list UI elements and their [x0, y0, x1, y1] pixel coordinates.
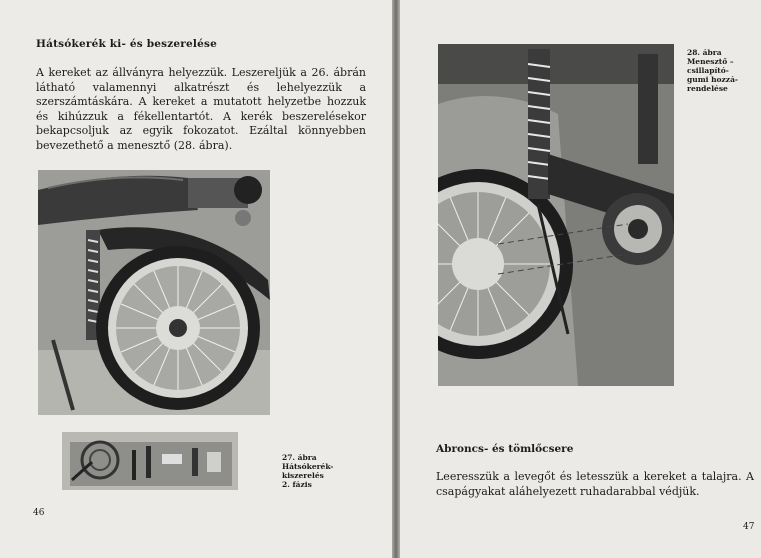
caption-line: 2. fázis [282, 480, 312, 489]
right-page [400, 0, 761, 558]
page-number: 46 [33, 508, 45, 518]
tool-bag-photo [62, 432, 238, 490]
caption-line: csillapító- [687, 66, 729, 75]
driver-damper-photo [438, 44, 674, 386]
figure-28-caption [687, 48, 738, 93]
section-heading: Hátsókerék ki- és beszerelése [36, 38, 217, 50]
tools-on-bag-photo [62, 432, 238, 490]
caption-line: Hátsókerék- [282, 462, 334, 471]
section-heading: Abroncs- és tömlőcsere [436, 443, 574, 455]
caption-line: rendelése [687, 84, 728, 93]
figure-27-photo [38, 170, 270, 415]
caption-line: kiszerelés [282, 471, 324, 480]
caption-line: gumi hozzá- [687, 75, 739, 84]
caption-line: 28. ábra [687, 48, 722, 57]
body-text: Leeresszük a levegőt és letesszük a kereket a talajra. A csapágyakat aláhelyezett ruhadarabbal védjük. [436, 470, 754, 498]
figure-27-caption [282, 453, 333, 489]
page-number: 47 [743, 522, 755, 532]
caption-line: 27. ábra [282, 453, 317, 462]
caption-line: Menesztő – [687, 57, 734, 66]
body-text: A kereket az állványra helyezzük. Leszereljük a 26. ábrán látható valamennyi alkatrészt és lehelyezzük a szerszámtáskára. A kereket a mutatott helyzetbe hozzuk és kihúzzuk a fékellentartót. A kerék beszerelésekor bekapcsoljuk az egyik fokozatot. Ezáltal könnyebben bevezethető a menesztő (28. ábra). [36, 66, 366, 152]
rear-wheel-removal-photo [38, 170, 270, 415]
book-gutter [392, 0, 400, 558]
figure-28-photo [438, 44, 674, 386]
